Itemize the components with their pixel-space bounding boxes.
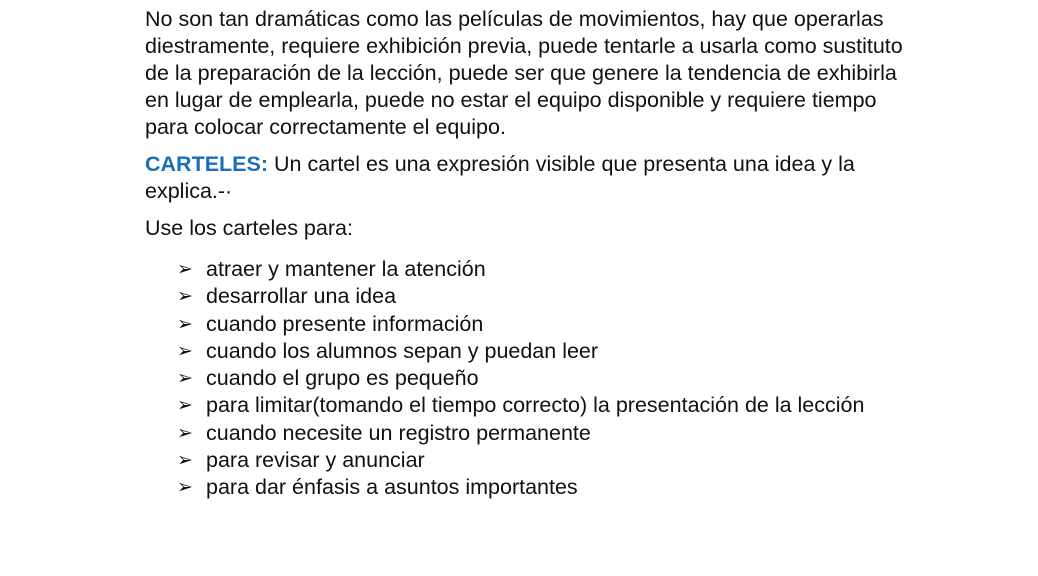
use-intro: Use los carteles para: bbox=[145, 216, 353, 240]
carteles-label: CARTELES: bbox=[145, 152, 269, 176]
list-item: ➢ cuando los alumnos sepan y puedan leer bbox=[177, 338, 599, 363]
bullet-list bbox=[145, 256, 905, 502]
document-page bbox=[145, 0, 905, 502]
arrow-bullet-icon: ➢ bbox=[177, 449, 193, 472]
list-item: ➢ cuando el grupo es pequeño bbox=[177, 366, 479, 391]
arrow-bullet-icon: ➢ bbox=[177, 312, 193, 335]
list-item: ➢ para dar énfasis a asuntos importantes bbox=[177, 475, 578, 500]
list-item: ➢ cuando presente información bbox=[177, 311, 484, 336]
list-item: ➢ para revisar y anunciar bbox=[177, 448, 425, 473]
list-item: ➢ atraer y mantener la atención bbox=[177, 257, 486, 281]
list-item: ➢ cuando necesite un registro permanente bbox=[177, 420, 591, 445]
arrow-bullet-icon: ➢ bbox=[177, 476, 193, 499]
arrow-bullet-icon: ➢ bbox=[177, 258, 193, 280]
arrow-bullet-icon: ➢ bbox=[177, 421, 193, 444]
list-item: ➢ para limitar(tomando el tiempo correcto) la presentación de la lección bbox=[177, 393, 865, 418]
arrow-bullet-icon: ➢ bbox=[177, 285, 193, 308]
paragraph-carteles bbox=[145, 151, 905, 205]
paragraph-limitations: No son tan dramáticas como las películas de movimientos, hay que operarlas diestramente, requiere exhibición previa, puede tentarle a usarla como sustituto de la preparación de la lección, puede ser que genere la tendencia de exhibirla en lugar de emplearla, puede no estar el equipo disponible y requiere tiempo para colocar correctamente el equipo. bbox=[145, 7, 903, 139]
arrow-bullet-icon: ➢ bbox=[177, 339, 193, 362]
carteles-text: Un cartel es una expresión visible que presenta una idea y la explica.-· bbox=[145, 152, 855, 203]
arrow-bullet-icon: ➢ bbox=[177, 367, 193, 390]
arrow-bullet-icon: ➢ bbox=[177, 394, 193, 417]
list-item: ➢ desarrollar una idea bbox=[177, 284, 397, 309]
